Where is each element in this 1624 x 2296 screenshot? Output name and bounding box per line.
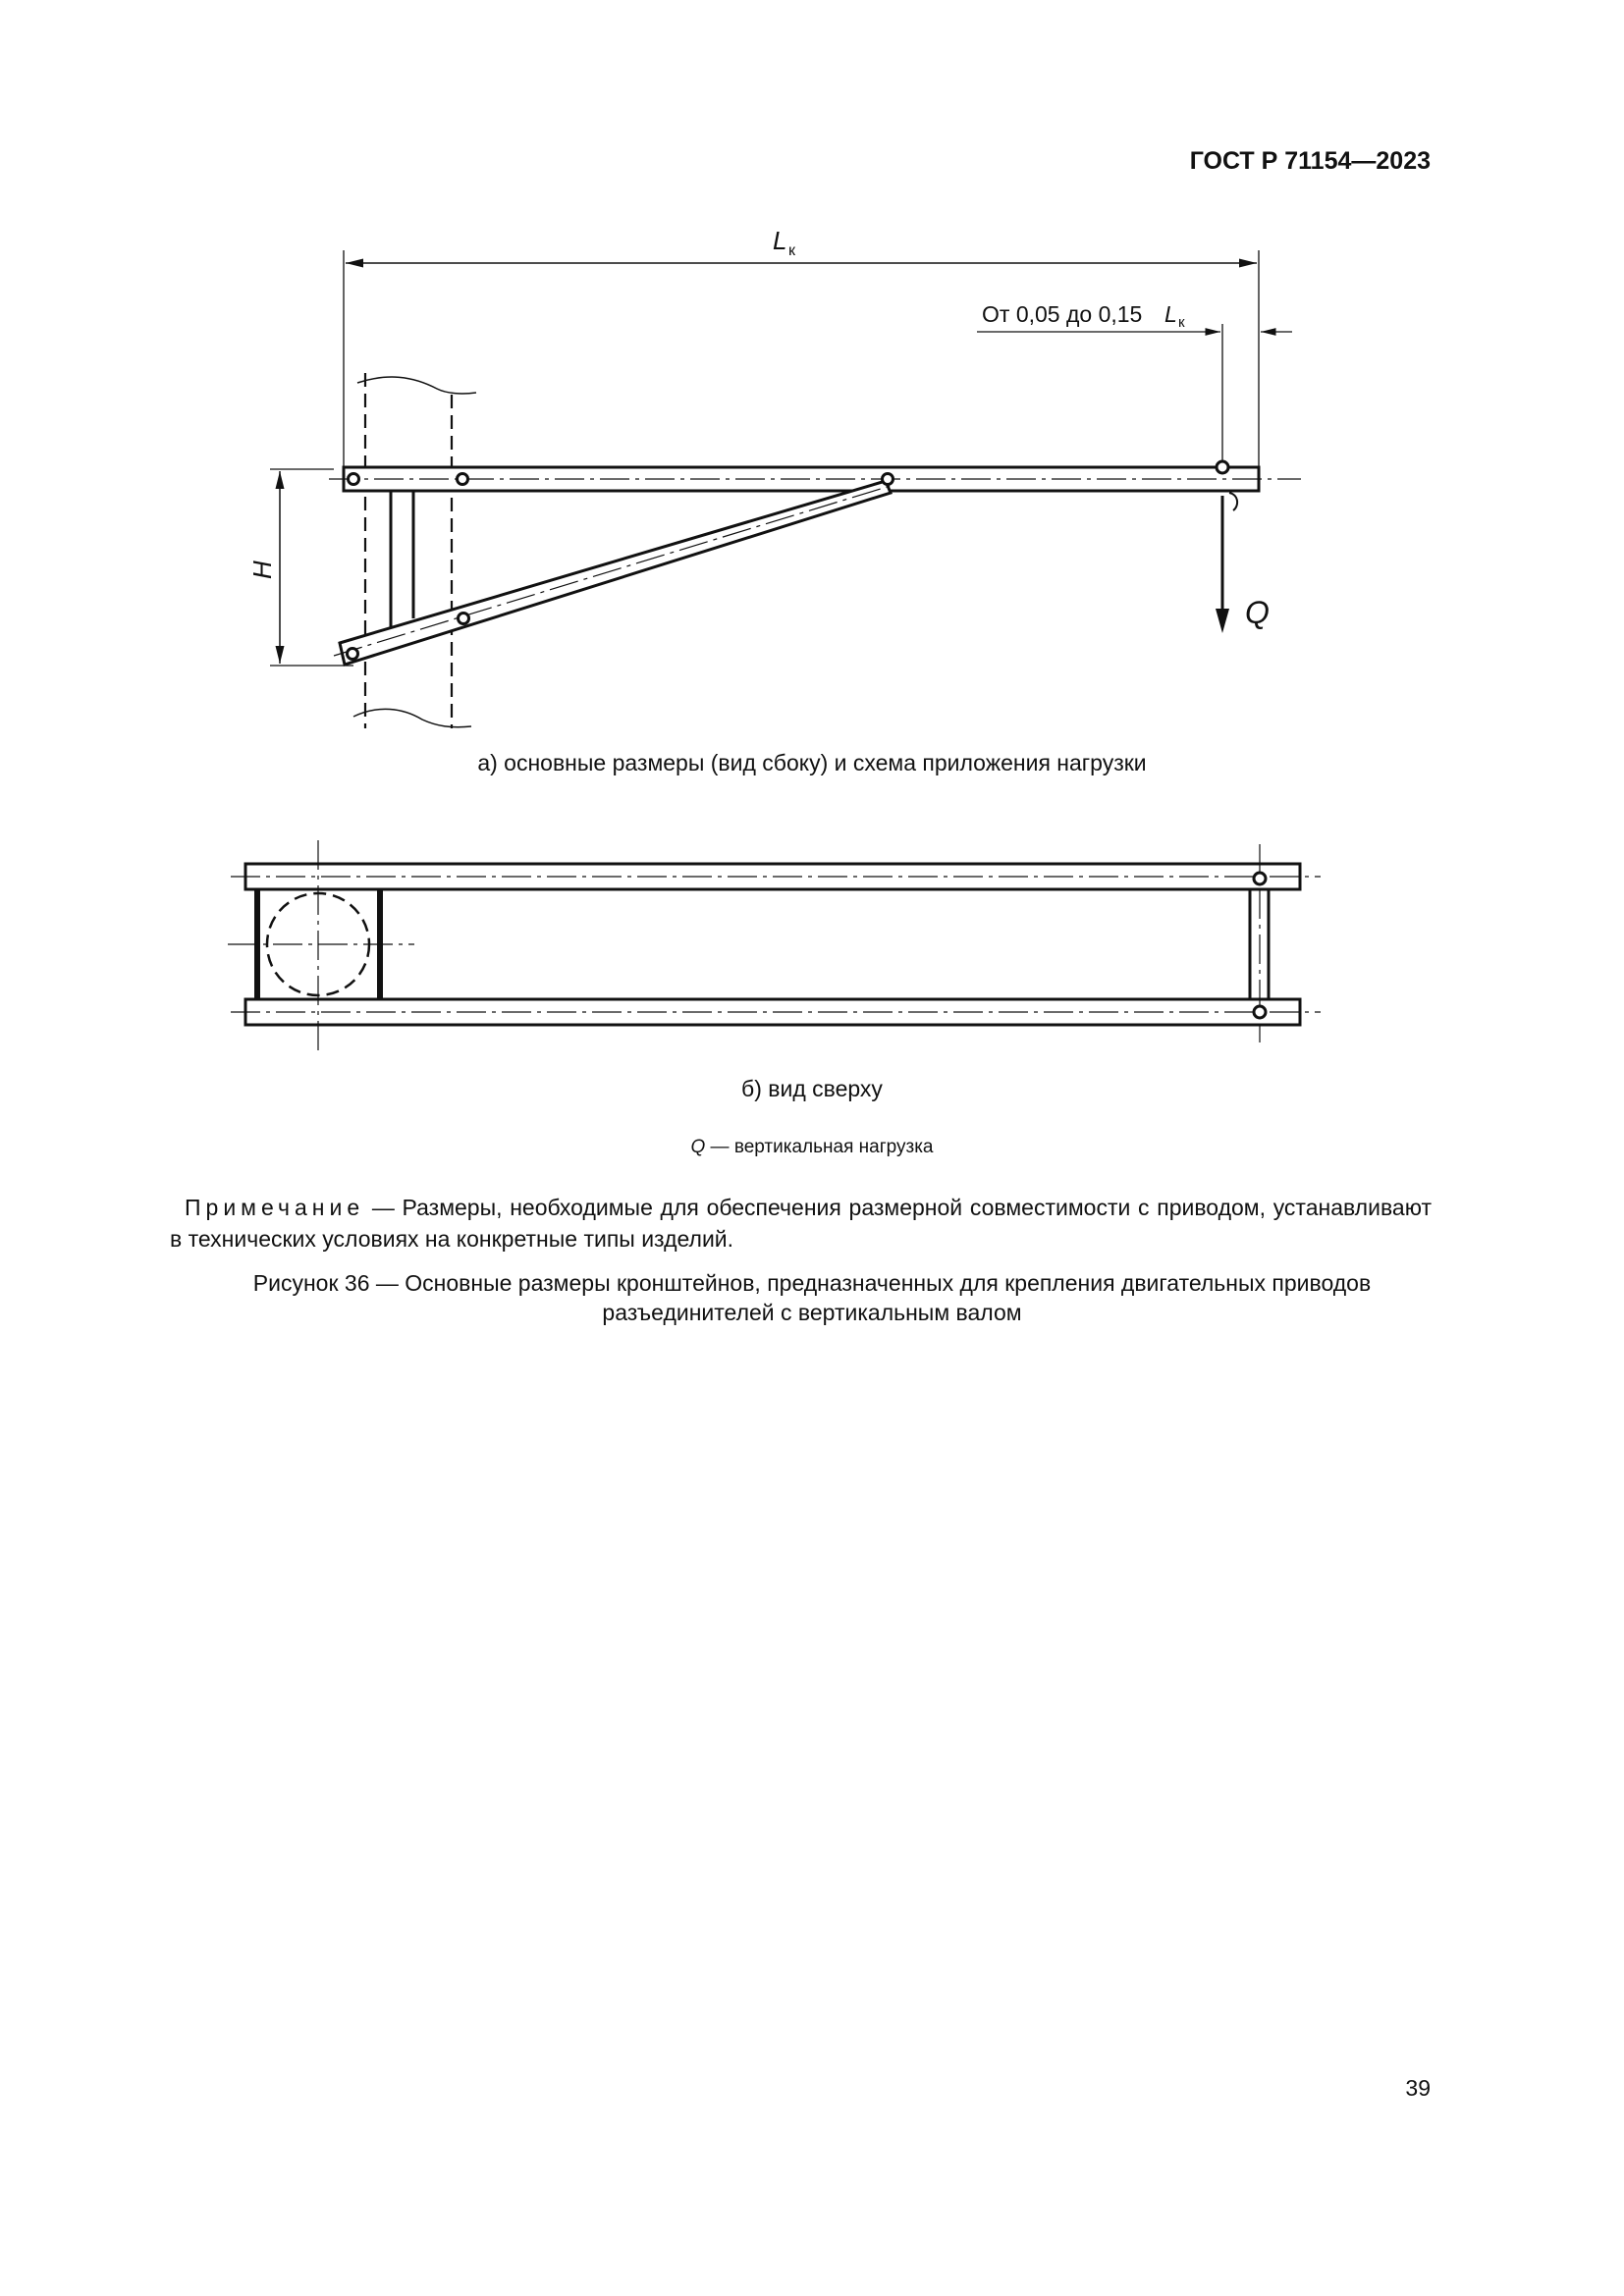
load-arrow (1216, 493, 1270, 633)
note (170, 1192, 1432, 1255)
figure-a-side-view (0, 0, 1624, 785)
note-label: Примечание (185, 1195, 365, 1220)
caption-b: б) вид сверху (741, 1076, 883, 1101)
dimension-h (247, 469, 353, 666)
dimension-lk (344, 226, 1259, 479)
dimension-lk-subscript: к (788, 242, 795, 259)
figure-b-top-view (0, 825, 1624, 1070)
figure-legend (0, 1137, 1624, 1158)
legend-text: — вертикальная нагрузка (705, 1137, 934, 1157)
load-q-label: Q (1245, 595, 1270, 630)
document-header: ГОСТ Р 71154—2023 (1189, 147, 1431, 175)
top-beam (231, 864, 1321, 889)
legend-symbol: Q (690, 1137, 706, 1157)
figure-caption (0, 1268, 1624, 1327)
figure-caption-line-2: разъединителей с вертикальным валом (602, 1300, 1022, 1325)
dimension-offset (977, 301, 1292, 471)
caption-a: а) основные размеры (вид сбоку) и схема приложения нагрузки (477, 750, 1147, 775)
diagonal-strut (334, 481, 893, 665)
dimension-offset-label: От 0,05 до 0,15 (982, 301, 1143, 327)
figure-caption-line-1: Рисунок 36 — Основные размеры кронштейнов, предназначенных для крепления двигательных приводов (252, 1270, 1372, 1296)
dimension-offset-subscript: к (1178, 314, 1185, 331)
side-plates (254, 889, 1269, 999)
bottom-beam (231, 999, 1321, 1025)
horizontal-beam (329, 467, 1301, 491)
page-number: 39 (1405, 2075, 1431, 2101)
dimension-lk-letter: L (773, 226, 787, 255)
vertical-stiffener (391, 491, 413, 628)
dimension-offset-letter: L (1164, 301, 1177, 327)
note-text: — Размеры, необходимые для обеспечения размерной совместимости с приводом, устанавливают в технических условиях на конкретные типы изделий. (170, 1195, 1432, 1252)
dimension-h-label: H (247, 561, 277, 579)
